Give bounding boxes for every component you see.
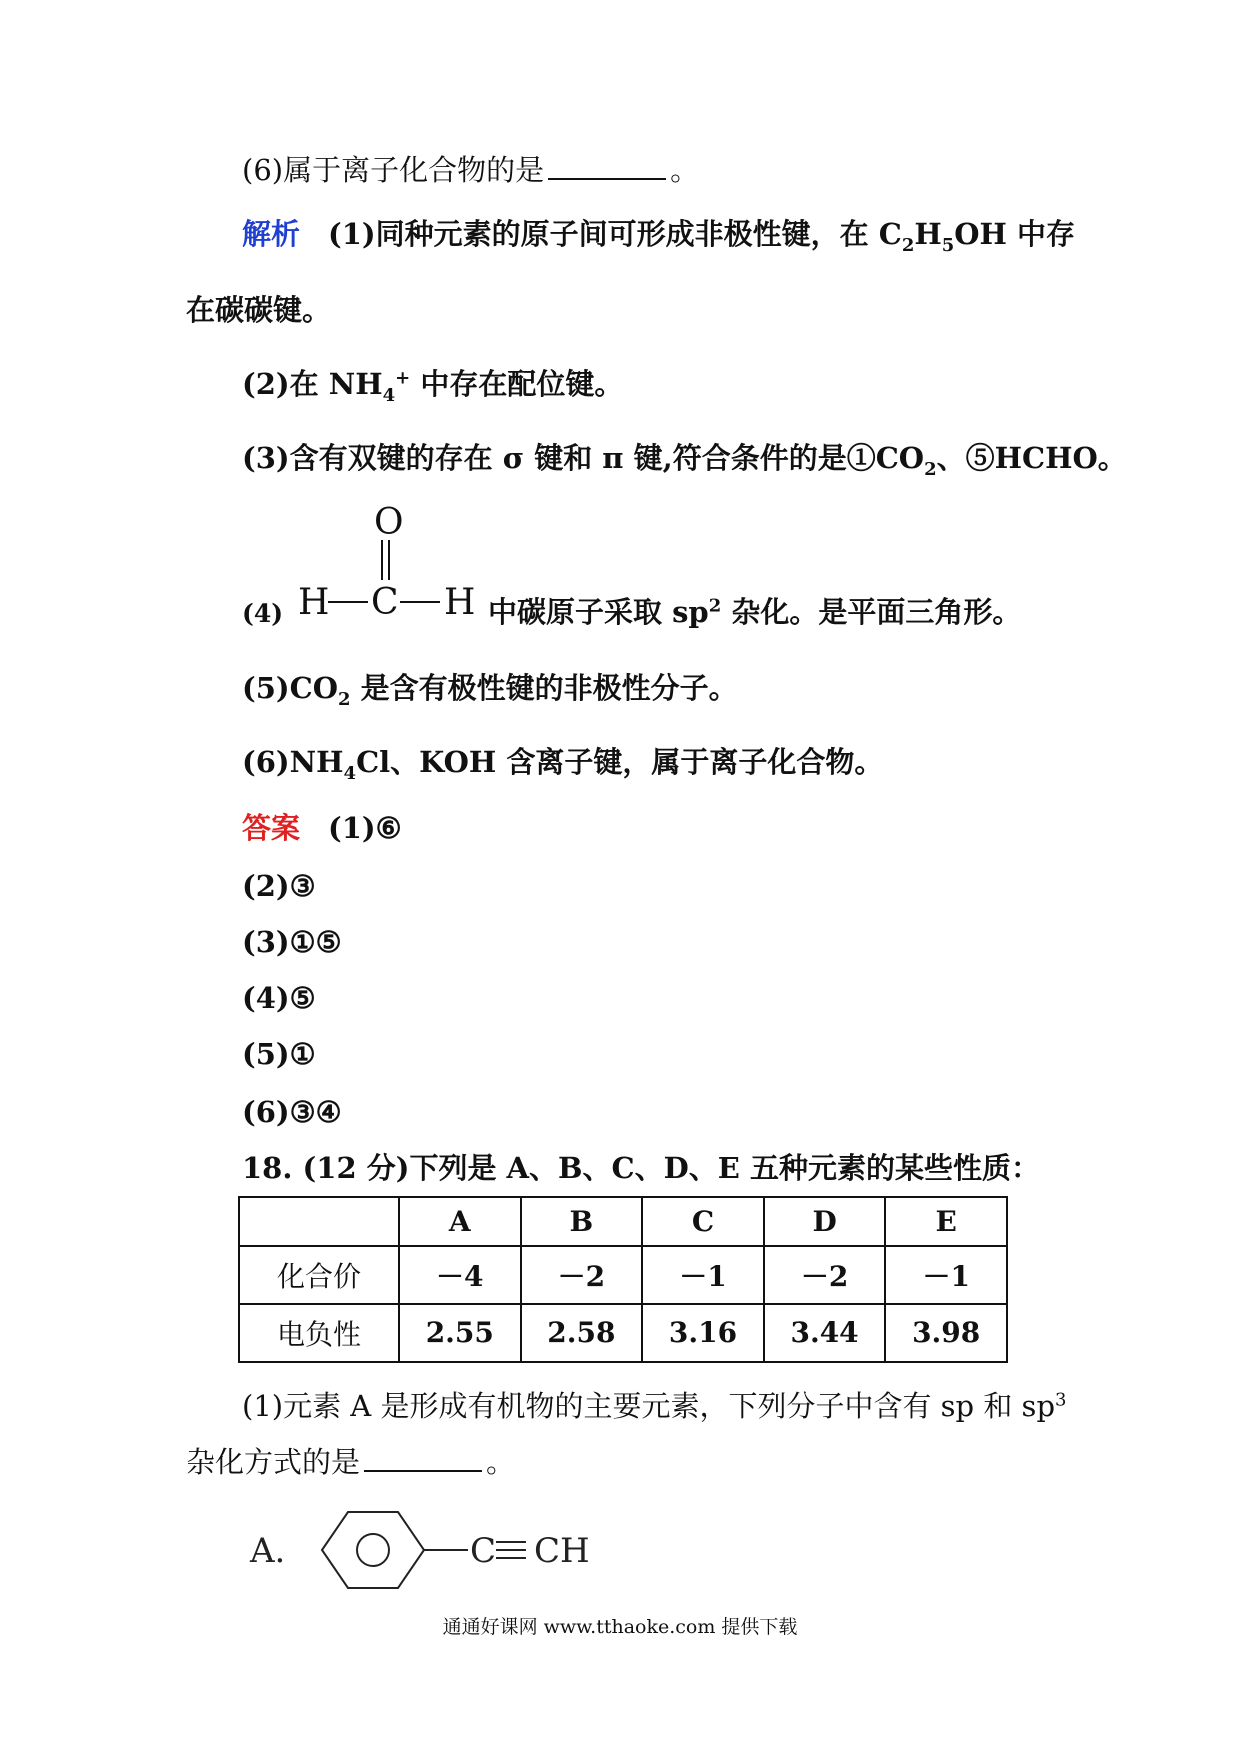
analysis-tag: 解析 <box>242 217 301 251</box>
carbon-atom: C <box>371 582 399 623</box>
table-cell: －1 <box>642 1246 764 1304</box>
answer-tag: 答案 <box>242 811 301 845</box>
option-a-label: A. <box>250 1531 286 1571</box>
question-6-text: (6)属于离子化合物的是 <box>242 153 545 187</box>
table-cell: －2 <box>521 1246 643 1304</box>
table-header-cell: C <box>642 1197 764 1246</box>
table-row-label: 化合价 <box>239 1246 399 1304</box>
table-header-cell: B <box>521 1197 643 1246</box>
table-header-cell: D <box>764 1197 886 1246</box>
table-header-row <box>239 1197 1007 1246</box>
answer-line-1: 答案 (1)⑥ <box>242 811 402 845</box>
answer-line-6: (6)③④ <box>242 1095 342 1129</box>
element-properties-table <box>238 1196 1008 1363</box>
table-header-cell: A <box>399 1197 521 1246</box>
table-header-cell: E <box>885 1197 1007 1246</box>
answer-line-5: (5)① <box>242 1037 316 1071</box>
footer-credit: 通通好课网 www.tthaoke.com 提供下载 <box>442 1616 798 1638</box>
question-18-sub1-line-1: (1)元素 A 是形成有机物的主要元素，下列分子中含有 sp 和 $sp^3$ <box>242 1389 1067 1423</box>
formaldehyde-structure <box>296 500 486 630</box>
table-cell: 3.16 <box>642 1304 764 1362</box>
table-header-cell <box>239 1197 399 1246</box>
table-row <box>239 1246 1007 1304</box>
question-6-line: (6)属于离子化合物的是 。 <box>242 153 700 187</box>
ch-group: CH <box>534 1531 590 1571</box>
table-cell: －4 <box>399 1246 521 1304</box>
table-row <box>239 1304 1007 1362</box>
analysis-point-2: (2)在 $NH_4^+$ 中存在配位键。 <box>242 367 624 406</box>
oxygen-atom: O <box>374 502 404 543</box>
analysis-point-6: $(6)NH_4Cl$、KOH 含离子键，属于离子化合物。 <box>242 745 884 784</box>
table-cell: 2.55 <box>399 1304 521 1362</box>
hydrogen-right: H <box>444 582 476 623</box>
analysis-point-4-text: 中碳原子采取 $sp^2$ 杂化。是平面三角形。 <box>488 595 1022 629</box>
answer-blank <box>364 1444 482 1472</box>
benzene-inner-circle <box>357 1534 389 1566</box>
benzene-ring <box>322 1512 424 1588</box>
question-18-sub1-line-2: 杂化方式的是 。 <box>186 1445 516 1479</box>
table-cell: －1 <box>885 1246 1007 1304</box>
analysis-point-3: (3)含有双键的存在 σ 键和 π 键,符合条件的是$①CO_2$、⑤HCHO。 <box>242 441 1127 480</box>
table-cell: 2.58 <box>521 1304 643 1362</box>
hydrogen-left: H <box>298 582 330 623</box>
analysis-point-5: $(5)CO_2$ 是含有极性键的非极性分子。 <box>242 671 738 710</box>
analysis-line-2: 在碳碳键。 <box>186 293 332 327</box>
carbon-atom: C <box>470 1531 497 1571</box>
table-cell: －2 <box>764 1246 886 1304</box>
answer-line-2: (2)③ <box>242 869 316 903</box>
answer-line-3: (3)①⑤ <box>242 925 342 959</box>
analysis-line-1: 解析 (1)同种元素的原子间可形成非极性键，在 $C_2H_5OH$ 中存 <box>242 217 1076 256</box>
option-a-structure <box>246 1496 626 1596</box>
answer-line-4: (4)⑤ <box>242 981 316 1015</box>
table-row-label: 电负性 <box>239 1304 399 1362</box>
answer-blank <box>548 152 666 180</box>
table-cell: 3.44 <box>764 1304 886 1362</box>
question-18-title: 18. (12 分)下列是 A、B、C、D、E 五种元素的某些性质： <box>242 1151 1040 1185</box>
table-cell: 3.98 <box>885 1304 1007 1362</box>
analysis-point-4-label: (4) <box>242 599 284 628</box>
